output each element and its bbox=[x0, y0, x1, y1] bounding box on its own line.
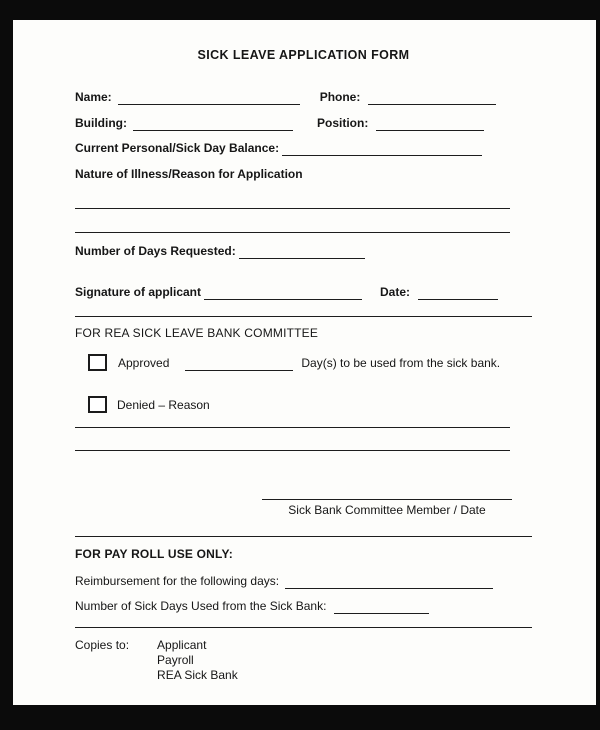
section-divider-committee bbox=[75, 316, 532, 317]
denied-checkbox[interactable] bbox=[88, 396, 107, 413]
days-requested-label: Number of Days Requested: bbox=[75, 243, 236, 258]
name-field-line[interactable] bbox=[118, 92, 300, 105]
nature-label: Nature of Illness/Reason for Application bbox=[75, 166, 303, 181]
denied-label: Denied – Reason bbox=[117, 397, 210, 412]
copies-list bbox=[157, 638, 238, 683]
copies-item-rea-sick-bank: REA Sick Bank bbox=[157, 667, 238, 682]
reimbursement-row bbox=[75, 574, 532, 589]
reason-line-1[interactable] bbox=[75, 208, 510, 209]
committee-signature-line[interactable] bbox=[262, 499, 512, 500]
date-field-line[interactable] bbox=[418, 287, 498, 300]
committee-signature-caption: Sick Bank Committee Member / Date bbox=[288, 502, 486, 517]
date-label: Date: bbox=[380, 284, 411, 299]
reimbursement-field-line[interactable] bbox=[285, 576, 493, 589]
sick-days-used-label: Number of Sick Days Used from the Sick Bank: bbox=[75, 598, 327, 613]
denied-reason-line-1[interactable] bbox=[75, 427, 510, 428]
approved-checkbox[interactable] bbox=[88, 354, 107, 371]
building-field-line[interactable] bbox=[133, 118, 293, 131]
committee-signature-block bbox=[262, 499, 512, 518]
approved-row bbox=[75, 354, 532, 371]
denied-reason-line-2[interactable] bbox=[75, 450, 510, 451]
days-requested-field-line[interactable] bbox=[239, 246, 365, 259]
approved-label: Approved bbox=[118, 355, 170, 370]
reason-line-2[interactable] bbox=[75, 232, 510, 233]
approved-note: Day(s) to be used from the sick bank. bbox=[301, 355, 501, 370]
form-content bbox=[13, 20, 596, 683]
form-page bbox=[13, 20, 596, 705]
denied-row bbox=[75, 396, 532, 413]
copies-item-payroll: Payroll bbox=[157, 652, 194, 667]
phone-label: Phone: bbox=[319, 89, 361, 104]
name-label: Name: bbox=[75, 89, 112, 104]
position-label: Position: bbox=[316, 115, 369, 130]
sick-days-used-row bbox=[75, 599, 532, 614]
reimbursement-label: Reimbursement for the following days: bbox=[75, 573, 280, 588]
name-phone-row bbox=[75, 90, 532, 105]
applicant-signature-label: Signature of applicant bbox=[75, 284, 202, 299]
section-divider-copies bbox=[75, 627, 532, 628]
section-divider-payroll bbox=[75, 536, 532, 537]
balance-label: Current Personal/Sick Day Balance: bbox=[75, 140, 280, 155]
form-title: SICK LEAVE APPLICATION FORM bbox=[197, 48, 410, 62]
applicant-signature-line[interactable] bbox=[204, 287, 362, 300]
committee-heading: FOR REA SICK LEAVE BANK COMMITTEE bbox=[75, 325, 319, 340]
sick-days-used-field-line[interactable] bbox=[334, 601, 429, 614]
copies-block bbox=[75, 638, 532, 683]
payroll-heading: FOR PAY ROLL USE ONLY: bbox=[75, 546, 233, 561]
balance-row bbox=[75, 141, 532, 156]
building-label: Building: bbox=[75, 115, 127, 130]
balance-field-line[interactable] bbox=[282, 143, 482, 156]
phone-field-line[interactable] bbox=[368, 92, 496, 105]
building-position-row bbox=[75, 116, 532, 131]
days-requested-row bbox=[75, 244, 532, 259]
copies-label: Copies to: bbox=[75, 637, 130, 652]
copies-item-applicant: Applicant bbox=[157, 637, 207, 652]
signature-date-row bbox=[75, 285, 532, 300]
approved-days-line[interactable] bbox=[185, 358, 293, 371]
position-field-line[interactable] bbox=[376, 118, 484, 131]
